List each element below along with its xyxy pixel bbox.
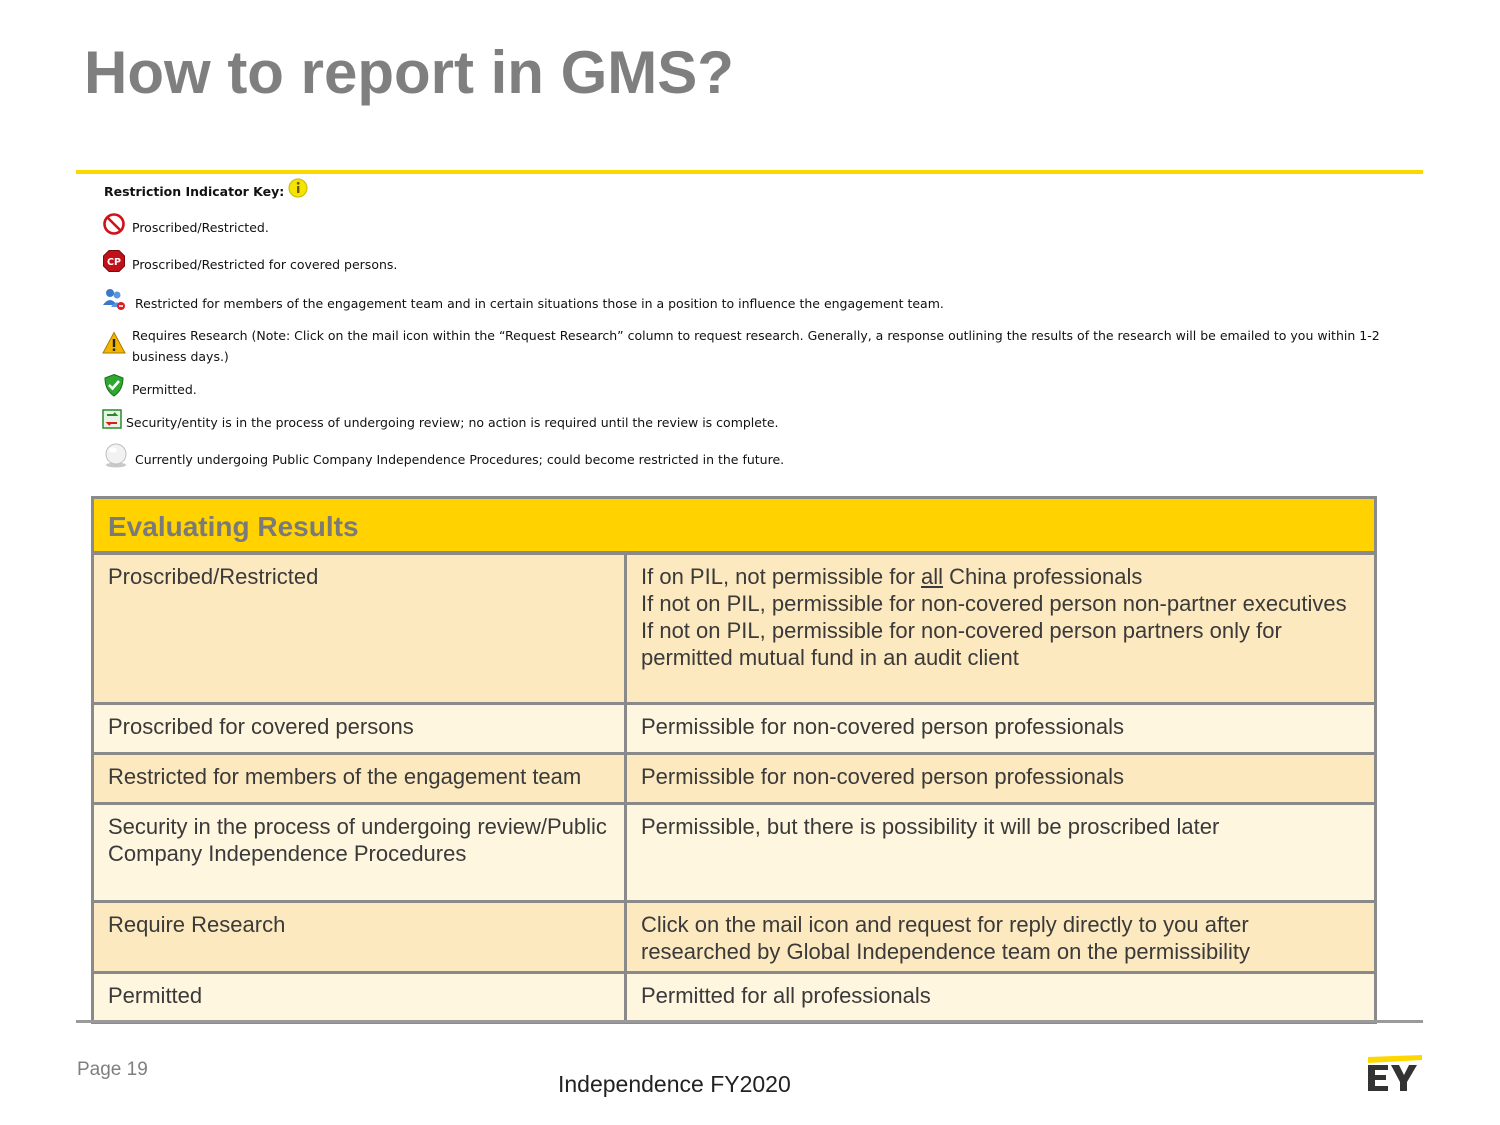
page-number: Page 19 [77,1059,148,1080]
key-item-text: Security/entity is in the process of undergoing review; no action is required until the review is complete. [126,415,779,430]
result-cell: Permissible for non-covered person professionals [626,704,1376,754]
key-item-text: Restricted for members of the engagement team and in certain situations those in a position to influence the engagement team. [135,296,944,311]
team-members-icon [102,287,126,311]
result-line: If not on PIL, permissible for non-covered person non-partner executives [641,591,1347,616]
ey-logo [1366,1055,1424,1093]
status-cell: Proscribed for covered persons [93,704,626,754]
table-row [93,804,1376,902]
key-item-text: Requires Research (Note: Click on the mail icon within the “Request Research” column to request research. Generally, a response outlining the results of the research will be emailed to you within 1-2 business days.) [132,328,1380,364]
result-line: If not on PIL, permissible for non-covered person partners only for permitted mutual fund in an audit client [641,618,1282,670]
key-item-text: Currently undergoing Public Company Independence Procedures; could become restricted in the future. [135,452,785,467]
result-cell: Permitted for all professionals [626,973,1376,1023]
status-cell: Restricted for members of the engagement team [93,754,626,804]
footer-title: Independence FY2020 [558,1071,791,1097]
key-title: Restriction Indicator Key: [104,184,285,199]
table-row [93,553,1376,704]
table-header: Evaluating Results [93,498,1376,554]
result-cell: Permissible for non-covered person professionals [626,754,1376,804]
status-cell: Security in the process of undergoing review/Public Company Independence Procedures [93,804,626,902]
green-shield-check-icon [102,373,126,397]
warning-icon [102,331,126,355]
review-process-icon [102,409,122,429]
cp-stop-icon [102,249,126,273]
table-row [93,704,1376,754]
table-row [93,902,1376,973]
result-text: If on PIL, not permissible for [641,564,922,589]
emphasis-text: all [921,564,944,589]
table-row [93,973,1376,1023]
key-item-text: Proscribed/Restricted for covered persons. [132,257,398,272]
slide-title: How to report in GMS? [84,39,734,106]
white-sphere-icon [102,441,130,469]
no-entry-icon [102,212,126,236]
top-accent-rule [76,170,1423,174]
result-text: China professionals [943,564,1143,589]
status-cell: Require Research [93,902,626,973]
status-cell: Permitted [93,973,626,1023]
status-cell: Proscribed/Restricted [93,553,626,704]
evaluating-results-table [91,496,1377,1024]
table-row [93,754,1376,804]
info-icon[interactable] [288,178,308,198]
result-line [641,563,1360,590]
key-item-text: Permitted. [132,382,197,397]
bottom-rule [76,1020,1423,1023]
key-item-text: Proscribed/Restricted. [132,220,269,235]
svg-text:CP: CP [107,257,121,268]
result-cell: Permissible, but there is possibility it will be proscribed later [626,804,1376,902]
result-cell [626,553,1376,704]
result-cell: Click on the mail icon and request for reply directly to you after researched by Global Independence team on the permissibility [626,902,1376,973]
